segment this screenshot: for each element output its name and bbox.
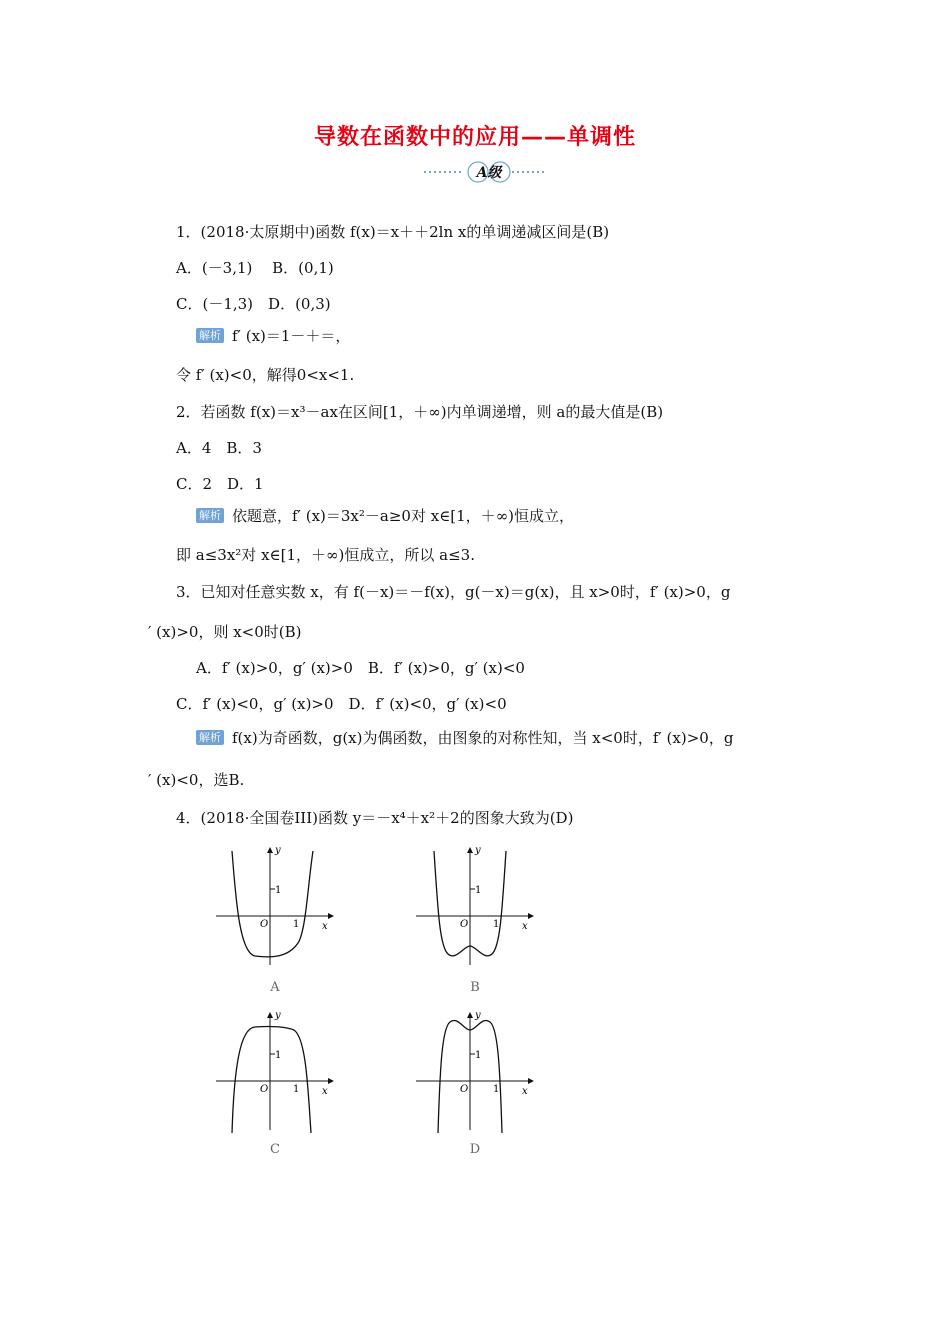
graph-c-tick-x: 1: [293, 1084, 300, 1095]
graph-c-tick: 1: [275, 1050, 282, 1061]
text-line: [176, 402, 663, 422]
graph-c-label: C: [270, 1142, 280, 1157]
graph-a-label: A: [270, 980, 280, 995]
line-text: C．2 D．1: [176, 475, 264, 493]
level-badge-text: A级: [476, 165, 502, 181]
text-line: [176, 694, 507, 714]
text-line: [176, 294, 331, 314]
graph-a-x-label: x: [322, 921, 328, 932]
text-line: [148, 622, 302, 642]
graph-a-y-label: y: [275, 845, 281, 856]
analysis-tag: 解析: [196, 328, 224, 343]
graph-b-x-label: x: [522, 921, 528, 932]
analysis-line: [196, 728, 733, 748]
text-line: [148, 770, 244, 790]
text-line: [196, 658, 525, 678]
analysis-line: [196, 326, 350, 346]
graph-d: [410, 1008, 540, 1138]
line-text: 即 a≤3x²对 x∈[1，＋∞)恒成立，所以 a≤3.: [176, 546, 475, 564]
text-line: [176, 258, 334, 278]
line-text: 1．(2018·太原期中)函数 f(x)＝x＋＋2ln x的单调递减区间是(B): [176, 223, 610, 241]
graph-b-label: B: [470, 980, 480, 995]
line-text: A．4 B．3: [176, 439, 262, 457]
graph-c-x-label: x: [322, 1086, 328, 1097]
line-text: A．(－3,1) B．(0,1): [176, 259, 334, 277]
graph-a-tick-x: 1: [293, 919, 300, 930]
line-text: f(x)为奇函数，g(x)为偶函数，由图象的对称性知，当 x<0时，f′ (x)>0，g: [232, 729, 734, 747]
line-text: A．f′ (x)>0，g′ (x)>0 B．f′ (x)>0，g′ (x)<0: [196, 659, 525, 677]
line-text: ′ (x)<0，选B.: [148, 771, 245, 789]
graph-d-tick: 1: [475, 1050, 482, 1061]
line-text: ′ (x)>0，则 x<0时(B): [148, 623, 302, 641]
line-text: 令 f′ (x)<0，解得0<x<1.: [176, 366, 355, 384]
graph-d-origin: O: [460, 1084, 469, 1095]
line-text: f′ (x)＝1－＋＝，: [232, 327, 351, 345]
graph-c: [210, 1008, 340, 1138]
text-line: [176, 545, 475, 565]
text-line: [176, 222, 609, 242]
graph-d-tick-x: 1: [493, 1084, 500, 1095]
graph-d-y-label: y: [475, 1010, 481, 1021]
graph-a: [210, 843, 340, 973]
page-title: 导数在函数中的应用——单调性: [313, 125, 636, 150]
graph-d-label: D: [469, 1142, 481, 1157]
text-line: [176, 474, 264, 494]
graph-c-origin: O: [260, 1084, 269, 1095]
graph-d-x-label: x: [522, 1086, 528, 1097]
graph-b: [410, 843, 540, 973]
line-text: 依题意，f′ (x)＝3x²－a≥0对 x∈[1，＋∞)恒成立，: [232, 507, 575, 525]
graph-b-tick: 1: [475, 885, 482, 896]
line-text: C．(－1,3) D．(0,3): [176, 295, 331, 313]
analysis-line: [196, 506, 574, 526]
text-line: [176, 582, 730, 602]
text-line: [176, 365, 354, 385]
line-text: 4．(2018·全国卷III)函数 y＝－x⁴＋x²＋2的图象大致为(D): [176, 809, 574, 827]
graph-b-y-label: y: [475, 845, 481, 856]
graph-a-origin: O: [260, 919, 269, 930]
graph-b-tick-x: 1: [493, 919, 500, 930]
graph-c-y-label: y: [275, 1010, 281, 1021]
text-line: [176, 438, 262, 458]
graph-b-origin: O: [460, 919, 469, 930]
line-text: 3．已知对任意实数 x，有 f(－x)＝－f(x)，g(－x)＝g(x)，且 x>0时，f′ (x)>0，g: [176, 583, 731, 601]
analysis-tag: 解析: [196, 508, 224, 523]
text-line: [176, 808, 573, 828]
line-text: 2．若函数 f(x)＝x³－ax在区间[1，＋∞)内单调递增，则 a的最大值是(B): [176, 403, 664, 421]
analysis-tag: 解析: [196, 730, 224, 745]
graph-a-tick: 1: [275, 885, 282, 896]
line-text: C．f′ (x)<0，g′ (x)>0 D．f′ (x)<0，g′ (x)<0: [176, 695, 507, 713]
level-badge: [420, 160, 550, 184]
